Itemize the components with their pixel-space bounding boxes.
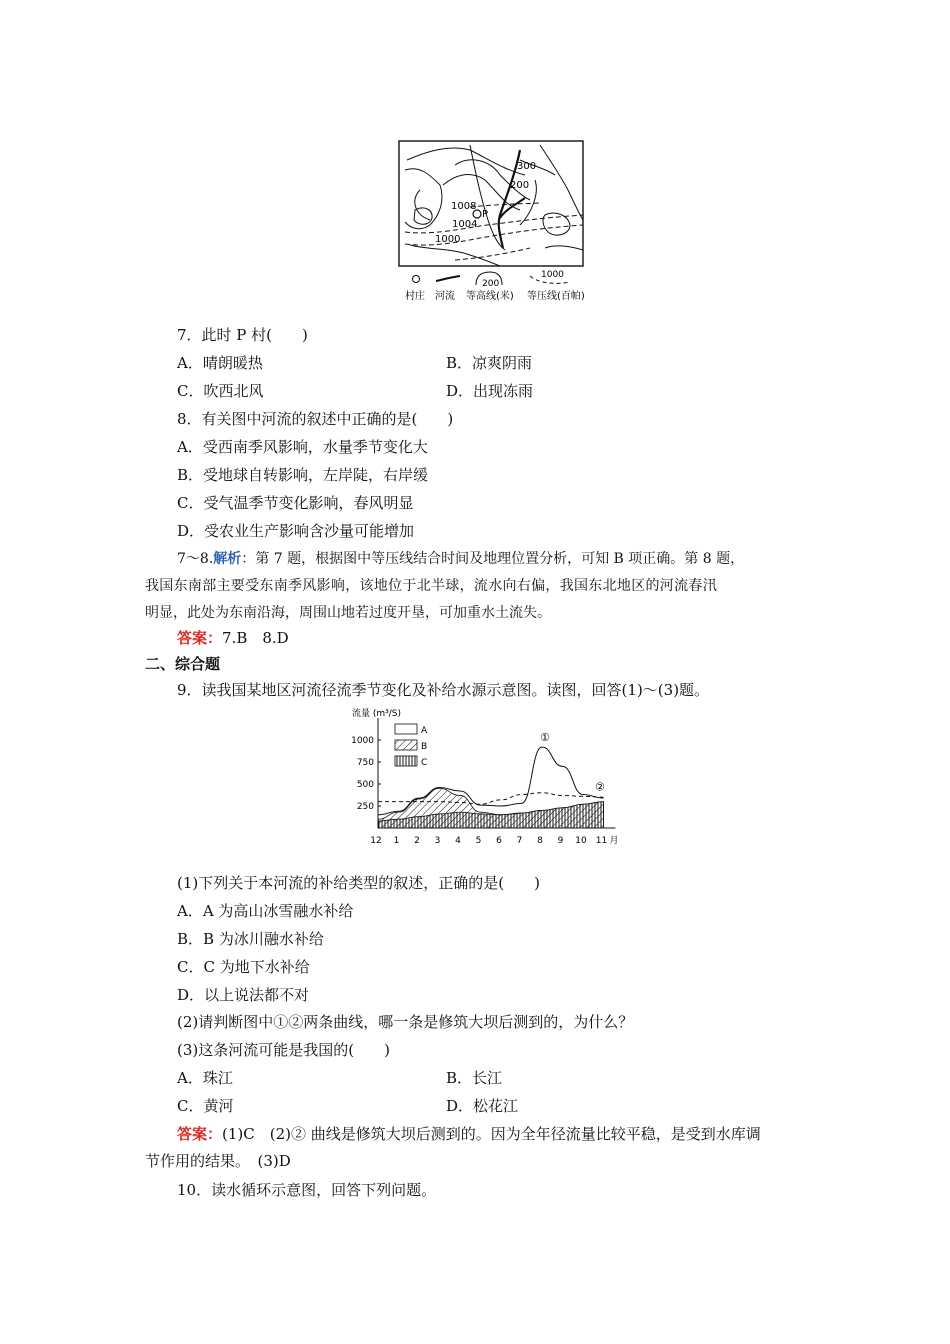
q9-part-1-option-a: A．A 为高山冰雪融水补给 xyxy=(177,902,354,920)
q9-part-2: (2)请判断图中①②两条曲线，哪一条是修筑大坝后测到的，为什么？ xyxy=(177,1013,634,1031)
section-2-heading: 二、综合题 xyxy=(145,655,221,673)
x-tick-label: 2 xyxy=(414,836,420,846)
x-tick-label: 1 xyxy=(393,836,400,846)
legend-swatch-c xyxy=(395,756,417,766)
answer-7-8-text: 7.B 8.D xyxy=(222,629,289,647)
legend-label-b: B xyxy=(421,742,428,752)
x-tick-label: 8 xyxy=(537,836,543,846)
q8-option-b: B．受地球自转影响，左岸陡，右岸缓 xyxy=(177,466,429,484)
legend-contour-sample: 200 xyxy=(482,279,500,289)
y-tick-label: 750 xyxy=(356,758,374,768)
q7-option-c: C．吹西北风 xyxy=(177,382,264,400)
analysis-prefix: 7～8. xyxy=(177,551,214,567)
legend-isobar-label: 等压线(百帕) xyxy=(527,291,585,302)
q7-stem: 7．此时 P 村( ) xyxy=(177,326,308,344)
contour-isobar-map xyxy=(0,0,950,310)
y-tick-label: 250 xyxy=(356,802,374,812)
isobar-label-1004: 1004 xyxy=(452,219,478,230)
analysis-line-3: 明显，此处为东南沿海，周围山地若过度开垦，可加重水土流失。 xyxy=(145,605,551,621)
x-tick-label: 11 xyxy=(595,836,608,846)
legend-village-icon xyxy=(413,276,420,283)
legend-label-c: C xyxy=(421,758,428,768)
q9-part-1-option-c: C．C 为地下水补给 xyxy=(177,958,310,976)
q9-part-1: (1)下列关于本河流的补给类型的叙述，正确的是( ) xyxy=(177,874,540,892)
x-tick-label: 3 xyxy=(434,836,441,846)
q7-option-a: A．晴朗暖热 xyxy=(177,354,263,372)
contour-label-300: 300 xyxy=(517,161,537,172)
q9-part-3-option-d: D．松花江 xyxy=(446,1097,519,1115)
legend-swatch-a xyxy=(395,724,417,734)
x-tick-label: 4 xyxy=(455,836,461,846)
answer-9-line-2: 节作用的结果。 (3)D xyxy=(145,1152,291,1170)
legend-contour-label: 等高线(米) xyxy=(466,291,514,302)
legend-isobar-sample: 1000 xyxy=(541,270,564,280)
legend-label-a: A xyxy=(421,726,428,736)
y-tick-label: 1000 xyxy=(351,736,374,746)
x-tick-label: 5 xyxy=(475,836,482,846)
analysis-line-2: 我国东南部主要受东南季风影响，该地位于北半球，流水向右偏，我国东北地区的河流春汛 xyxy=(145,578,717,594)
x-tick-label: 10 xyxy=(575,836,587,846)
q9-part-3-option-c: C．黄河 xyxy=(177,1097,234,1115)
legend-swatch-b xyxy=(395,740,417,750)
curve-1-label: ① xyxy=(540,731,550,745)
q8-stem: 8．有关图中河流的叙述中正确的是( ) xyxy=(177,410,454,428)
q7-option-d: D．出现冻雨 xyxy=(446,382,534,400)
village-p-label: P xyxy=(482,209,489,220)
x-tick-label: 6 xyxy=(496,836,502,846)
legend-village-label: 村庄 xyxy=(405,291,425,302)
answer-9-text-1: (1)C (2)② 曲线是修筑大坝后测到的。因为全年径流量比较平稳，是受到水库调 xyxy=(222,1125,761,1143)
contour-label-200: 200 xyxy=(510,180,530,191)
q9-part-3-option-a: A．珠江 xyxy=(177,1069,233,1087)
legend-river-icon xyxy=(436,276,460,281)
x-axis-unit: 月 xyxy=(609,836,619,846)
x-tick-label: 7 xyxy=(516,836,523,846)
q8-option-c: C．受气温季节变化影响，春风明显 xyxy=(177,494,414,512)
q9-part-3-option-b: B．长江 xyxy=(446,1069,503,1087)
q9-part-1-option-b: B．B 为冰川融水补给 xyxy=(177,930,324,948)
analysis-colon: ： xyxy=(241,551,256,567)
curve-2-label: ② xyxy=(595,780,605,794)
answer-9-line-1 xyxy=(177,1124,761,1144)
map-frame xyxy=(399,141,583,266)
y-tick-label: 500 xyxy=(356,780,374,790)
analysis-text-1: 第 7 题，根据图中等压线结合时间及地理位置分析，可知 B 项正确。第 8 题， xyxy=(255,551,745,567)
q10-stem: 10．读水循环示意图，回答下列问题。 xyxy=(177,1181,437,1199)
isobar-label-1000: 1000 xyxy=(435,234,461,245)
answer-9-label: 答案： xyxy=(177,1125,223,1143)
x-tick-label: 9 xyxy=(557,836,564,846)
analysis-line-1 xyxy=(177,549,744,569)
legend-river-label: 河流 xyxy=(435,291,455,302)
y-axis-label: 流量 (m³/S) xyxy=(352,709,402,719)
q7-option-b: B．凉爽阴雨 xyxy=(446,354,533,372)
answer-7-8-label: 答案： xyxy=(177,629,223,647)
runoff-chart xyxy=(0,700,950,850)
x-tick-label: 12 xyxy=(370,836,382,846)
q8-option-d: D．受农业生产影响含沙量可能增加 xyxy=(177,522,415,540)
analysis-label: 解析 xyxy=(213,551,242,567)
answer-7-8 xyxy=(177,628,289,648)
q9-stem: 9．读我国某地区河流径流季节变化及补给水源示意图。读图，回答(1)～(3)题。 xyxy=(177,681,710,699)
q8-option-a: A．受西南季风影响，水量季节变化大 xyxy=(177,438,428,456)
isobar-label-1008: 1008 xyxy=(451,201,477,212)
q9-part-1-option-d: D．以上说法都不对 xyxy=(177,986,310,1004)
q9-part-3: (3)这条河流可能是我国的( ) xyxy=(177,1041,390,1059)
